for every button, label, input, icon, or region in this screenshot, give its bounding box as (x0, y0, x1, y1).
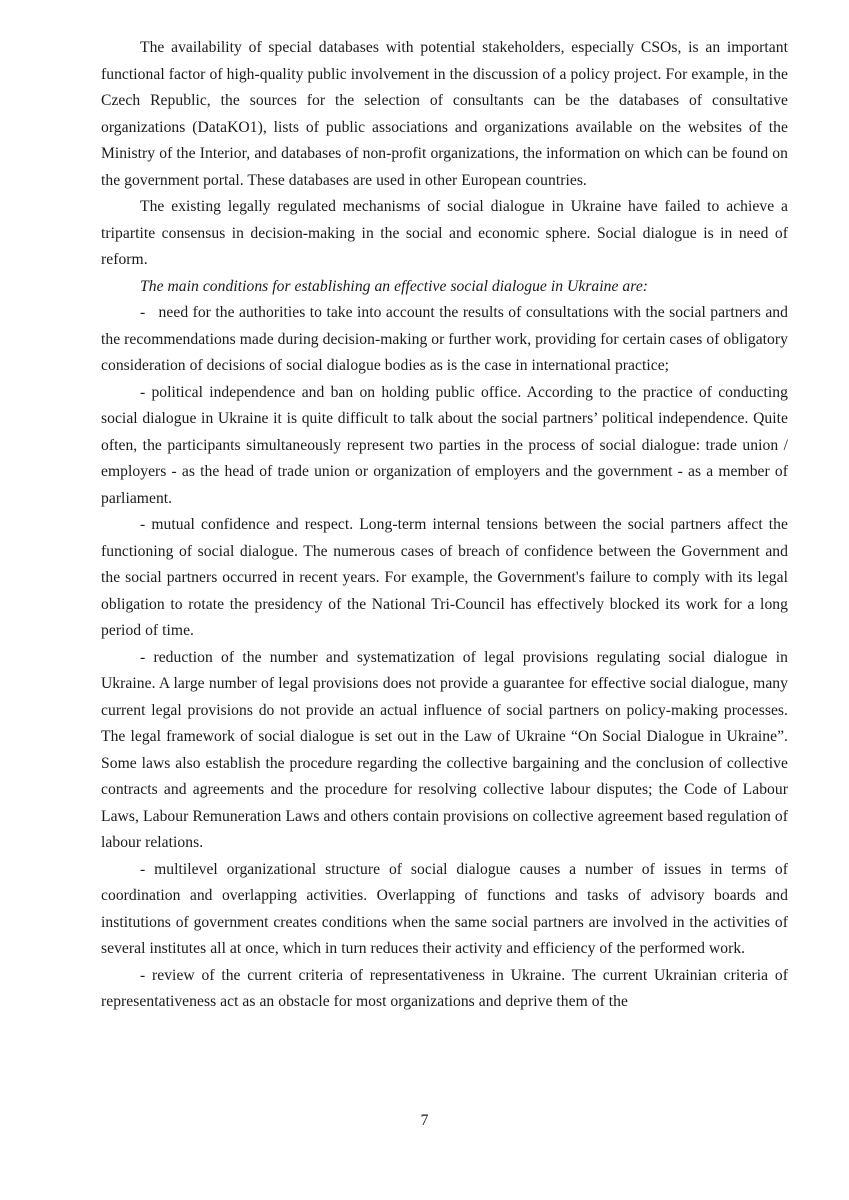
list-item-political-independence: - political independence and ban on holding public office. According to the practice of conducting social dialogue in Ukraine it is quite difficult to talk about the social partners’ political independence. Quite often, the participants simultaneously represent two parties in the process of social dialogue: trade union / employers - as the head of trade union or organization of employers and the government - as a member of parliament. (101, 383, 788, 507)
paragraph-main-conditions-heading: The main conditions for establishing an effective social dialogue in Ukraine are: (140, 277, 649, 295)
page-number: 7 (420, 1112, 429, 1129)
list-item-mutual-confidence: - mutual confidence and respect. Long-term internal tensions between the social partners affect the functioning of social dialogue. The numerous cases of breach of confidence between the Government and the social partners occurred in recent years. For example, the Government's failure to comply with its legal obligation to rotate the presidency of the National Tri-Council has effectively blocked its work for a long period of time. (101, 516, 788, 639)
paragraph-databases: The availability of special databases with potential stakeholders, especially CSOs, is an important functional factor of high-quality public involvement in the discussion of a policy project. For example, in the Czech Republic, the sources for the selection of consultants can be the databases of consultative organizations (DataKO1), lists of public associations and organizations available on the websites of the Ministry of the Interior, and databases of non-profit organizations, the information on which can be found on the government portal. These databases are used in other European countries. (101, 39, 788, 189)
paragraph-social-dialogue-reform: The existing legally regulated mechanisms of social dialogue in Ukraine have failed to achieve a tripartite consensus in decision-making in the social and economic sphere. Social dialogue is in need of reform. (101, 198, 788, 268)
list-item-legal-provisions: - reduction of the number and systematization of legal provisions regulating social dialogue in Ukraine. A large number of legal provisions does not provide a guarantee for effective social dialogue, many current legal provisions do not provide an actual influence of social partners on policy-making processes. The legal framework of social dialogue is set out in the Law of Ukraine “On Social Dialogue in Ukraine”. Some laws also establish the procedure regarding the collective bargaining and the conclusion of collective contracts and agreements and the procedure for resolving collective labour disputes; the Code of Labour Laws, Labour Remuneration Laws and others contain provisions on collective agreement based regulation of labour relations. (101, 648, 788, 851)
document-page (101, 35, 788, 1016)
list-item-authorities-consultations: - need for the authorities to take into account the results of consultations with the social partners and the recommendations made during decision-making or further work, providing for certain cases of obligatory consideration of decisions of social dialogue bodies as is the case in international practice; (101, 304, 788, 374)
list-item-multilevel-structure: - multilevel organizational structure of social dialogue causes a number of issues in terms of coordination and overlapping activities. Overlapping of functions and tasks of advisory boards and institutions of government creates conditions when the same social partners are involved in the activities of several institutes all at once, which in turn reduces their activity and efficiency of the performed work. (101, 860, 788, 957)
list-item-representativeness-criteria: - review of the current criteria of representativeness in Ukraine. The current Ukrainian criteria of representativeness act as an obstacle for most organizations and deprive them of the (101, 966, 788, 1010)
